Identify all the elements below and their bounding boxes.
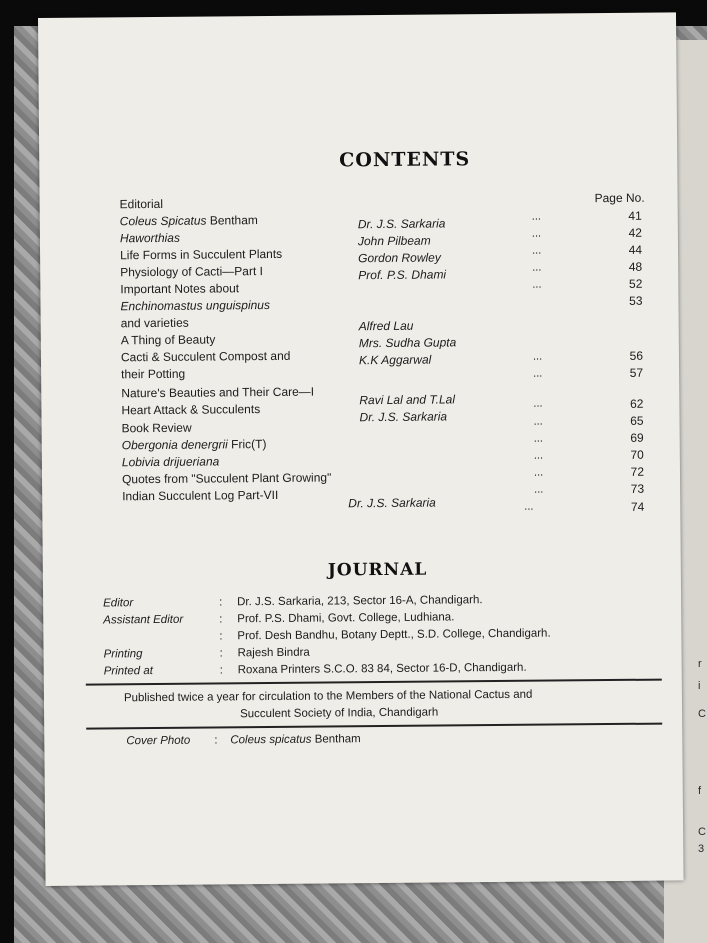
- journal-heading: JOURNAL: [327, 559, 428, 581]
- toc-page: 48: [628, 259, 643, 274]
- toc-author: Prof. P.S. Dhami: [358, 267, 447, 283]
- journal-value: Rajesh Bindra: [237, 646, 310, 660]
- toc-dots: ...: [532, 350, 543, 363]
- toc-dots: ...: [533, 415, 543, 428]
- toc-page: 74: [630, 499, 645, 514]
- journal-role: Printed at: [103, 665, 153, 678]
- toc-page: 52: [628, 276, 643, 291]
- toc-title: Indian Succulent Log Part-VII: [122, 487, 279, 504]
- toc-page: 44: [628, 242, 643, 257]
- toc-author: Ravi Lal and T.Lal: [359, 392, 456, 408]
- toc-dots: ...: [533, 367, 543, 380]
- cover-photo-label: Cover Photo: [126, 734, 191, 748]
- journal-sep: :: [219, 596, 223, 609]
- toc-author: John Pilbeam: [357, 233, 431, 249]
- toc-dots: ...: [533, 397, 543, 410]
- toc-title: Lobivia drijueriana: [121, 454, 220, 470]
- toc-title: Quotes from "Succulent Plant Growing": [121, 470, 332, 487]
- journal-value: Roxana Printers S.C.O. 83 84, Sector 16-D, Chandigarh.: [237, 661, 527, 677]
- journal-value: Prof. Desh Bandhu, Botany Deptt., S.D. College, Chandigarh.: [237, 627, 551, 643]
- toc-dots: ...: [533, 432, 543, 445]
- journal-role: Editor: [103, 597, 134, 610]
- toc-author: Alfred Lau: [358, 318, 414, 334]
- divider-rule: [86, 679, 662, 686]
- toc-title: Physiology of Cacti—Part I: [120, 264, 264, 280]
- editorial-entry: Editorial: [119, 196, 164, 212]
- toc-title: Book Review: [121, 420, 192, 436]
- edge-glyph: i: [698, 680, 701, 692]
- edge-glyph: C: [698, 708, 706, 720]
- toc-page: 57: [629, 365, 644, 380]
- edge-glyph: C: [698, 826, 706, 838]
- toc-dots: ...: [531, 244, 542, 257]
- toc-author: Gordon Rowley: [358, 250, 441, 266]
- toc-page: 72: [630, 464, 645, 479]
- journal-sep: :: [219, 664, 223, 677]
- page-no-label: Page No.: [594, 190, 645, 206]
- magazine-page: [38, 12, 684, 886]
- edge-glyph: r: [698, 658, 702, 670]
- edge-glyph: 3: [698, 843, 705, 855]
- divider-rule: [86, 723, 662, 730]
- toc-title: and varieties: [120, 315, 189, 331]
- toc-title: Enchinomastus unguispinus: [120, 297, 271, 314]
- toc-title: Important Notes about: [120, 281, 240, 297]
- journal-role: Printing: [103, 648, 143, 661]
- toc-dots: ...: [533, 466, 544, 479]
- journal-sep: :: [219, 647, 223, 660]
- toc-author: Mrs. Sudha Gupta: [358, 335, 457, 351]
- toc-title: Coleus Spicatus Bentham: [119, 213, 258, 229]
- journal-sep: :: [219, 630, 223, 643]
- toc-author: K.K Aggarwal: [358, 352, 432, 368]
- toc-title: A Thing of Beauty: [120, 332, 216, 348]
- toc-dots: ...: [532, 278, 542, 291]
- cover-photo-value: Coleus spicatus Bentham: [230, 733, 361, 747]
- toc-title: their Potting: [121, 366, 186, 382]
- toc-page: 42: [628, 225, 642, 240]
- edge-glyph: f: [698, 785, 702, 797]
- toc-page: 56: [629, 348, 644, 363]
- toc-title: Obergonia denergrii Fric(T): [121, 437, 267, 453]
- publication-note: Succulent Society of India, Chandigarh: [240, 706, 439, 721]
- journal-role: Assistant Editor: [103, 613, 184, 627]
- toc-author: Dr. J.S. Sarkaria: [359, 409, 448, 425]
- toc-title: Life Forms in Succulent Plants: [120, 246, 283, 263]
- toc-title: Nature's Beauties and Their Care—I: [121, 384, 315, 401]
- toc-page: 70: [630, 447, 644, 462]
- toc-page: 62: [629, 396, 644, 411]
- toc-dots: ...: [531, 210, 541, 223]
- toc-dots: ...: [524, 500, 534, 513]
- contents-heading: CONTENTS: [339, 148, 471, 172]
- journal-value: Prof. P.S. Dhami, Govt. College, Ludhiana.: [237, 611, 455, 626]
- toc-author: Dr. J.S. Sarkaria: [348, 495, 436, 511]
- toc-page: 65: [630, 413, 644, 428]
- publication-note: Published twice a year for circulation to the Members of the National Cactus and: [123, 688, 533, 705]
- toc-page: 73: [630, 481, 645, 496]
- toc-dots: ...: [532, 261, 542, 274]
- toc-page: 41: [628, 208, 642, 223]
- journal-value: Dr. J.S. Sarkaria, 213, Sector 16-A, Chandigarh.: [237, 594, 483, 609]
- toc-author: Dr. J.S. Sarkaria: [357, 216, 446, 232]
- toc-title: Haworthias: [119, 230, 181, 246]
- toc-dots: ...: [534, 483, 544, 496]
- cover-photo-sep: :: [214, 734, 218, 747]
- journal-sep: :: [219, 613, 223, 626]
- toc-page: 53: [629, 293, 643, 308]
- toc-dots: ...: [533, 449, 544, 462]
- toc-dots: ...: [531, 227, 542, 240]
- toc-title: Cacti & Succulent Compost and: [120, 348, 291, 365]
- toc-title: Heart Attack & Succulents: [121, 402, 261, 418]
- toc-page: 69: [630, 430, 644, 445]
